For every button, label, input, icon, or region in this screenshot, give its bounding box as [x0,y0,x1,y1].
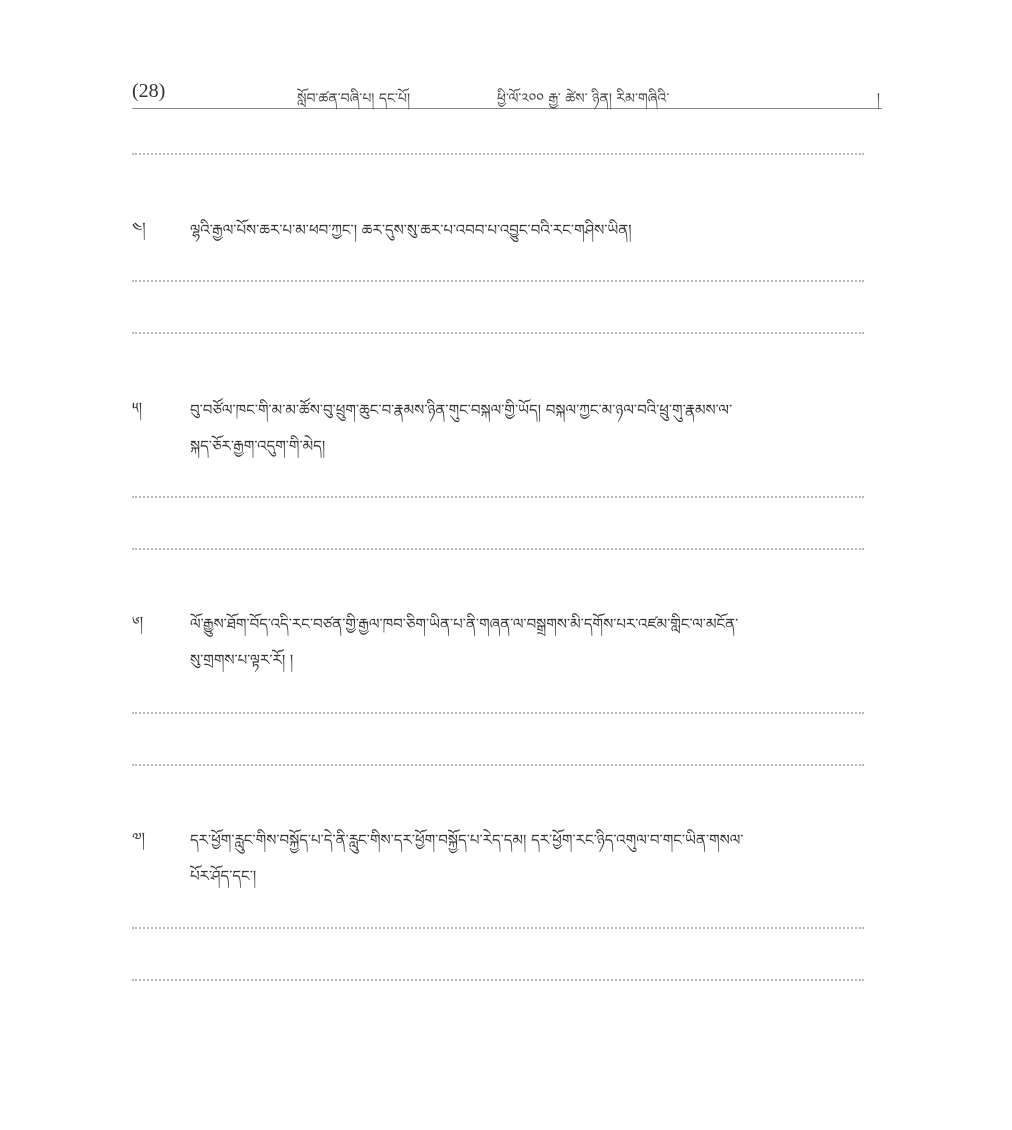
question-text [190,606,870,678]
question-text [190,392,870,464]
page-header [132,78,882,109]
answer-line [132,496,864,498]
question-line-1: བུ་བཙོལ་ཁང་གི་མ་མ་ཚོས་བུ་ཕྲུག་ཆུང་བ་རྣམས་ཉིན་གུང་བསྐལ་གྱི་ཡོད། བསྐལ་ཀྱང་མ་ཉལ་བའི་ཕྲུ་གུ་རྣམས་ལ་ [190,401,733,419]
question-line-1: ལོ་རྒྱུས་ཐོག་བོད་འདི་རང་བཙན་གྱི་རྒྱལ་ཁབ་ཅིག་ཡིན་པ་ནི་གཞན་ལ་བསྒྲགས་མི་དགོས་པར་འཛམ་གླིང་ལ་མངོན་ [190,615,739,633]
answer-line [132,153,864,155]
question-line-2: སྐད་ཅོར་རྒྱག་འདུག་གི་མེད། [190,437,326,455]
question-line-2: པོར་ཤོད་དང་། [190,867,257,885]
answer-line [132,712,864,714]
question-text [190,822,870,894]
answer-line [132,764,864,766]
answer-line [132,548,864,550]
answer-line [132,280,864,282]
question-line-1: ལྷའི་རྒྱལ་པོས་ཆར་པ་མ་ཕབ་ཀྱང་། ཆར་དུས་སུ་ཆར་པ་འབབ་པ་འབྱུང་བའི་རང་གཤིས་ཡིན། [190,221,632,239]
answer-line [132,332,864,334]
question-number: ༤། [132,219,146,237]
question-number: ༧། [132,829,145,847]
header-mark: ། [876,91,880,107]
question-number: ༦། [132,613,144,631]
answer-line [132,927,864,929]
question-line-1: དར་ཕྱོག་རླུང་གིས་བསྐྱོད་པ་དེ་ནི་རླུང་གིས་དར་ཕྱོག་བསྐྱོད་པ་རེད་དམ། དར་ཕྱོག་རང་ཉིད་འགུལ་བ་གང་ཡིན་གསལ་ [190,831,744,849]
question-number: ༥། [132,399,143,417]
header-title: སློབ་ཚན་བཞི་པ། དང་པོ། [297,91,411,107]
header-series: ཕྱི་ལོ་༢༠༠ རྒྱ་ ཚེས་ ཉིན། རིམ་གཞིའི་ [497,91,670,107]
page-number: (28) [132,80,166,102]
question-text [190,212,870,248]
question-line-2: སུ་གྲགས་པ་ལྟར་རོ། ། [190,651,294,669]
answer-line [132,979,864,981]
